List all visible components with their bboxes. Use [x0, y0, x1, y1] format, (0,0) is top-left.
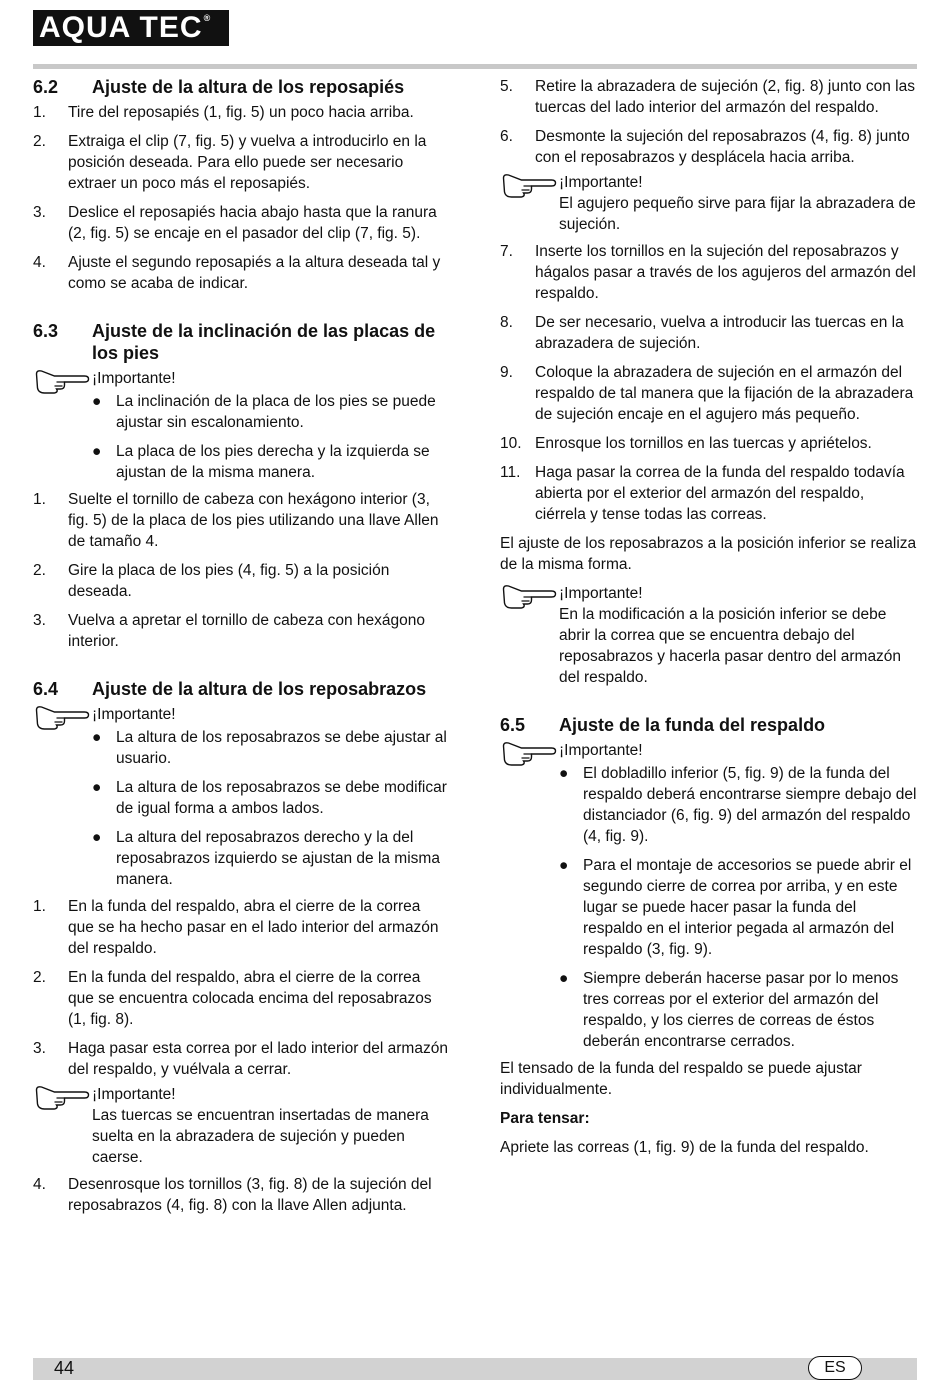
note-heading: ¡Importante! [92, 1086, 176, 1103]
list-item: 9. Coloque la abrazadera de sujeción en el armazón del respaldo de tal manera que la fijación de la abrazadera de sujeción encaje en el agujero más pequeño. [500, 364, 914, 423]
note-text: El agujero pequeño sirve para fijar la abrazadera de sujeción. [559, 195, 916, 233]
list-item: ● La placa de los pies derecha y la izquierda se ajustan de la misma manera. [92, 443, 430, 481]
section-heading-6-2: 6.2 Ajuste de la altura de los reposapiés [33, 77, 405, 97]
list-item: 4. Ajuste el segundo reposapiés a la altura deseada tal y como se acaba de indicar. [33, 254, 441, 292]
paragraph: El tensado de la funda del respaldo se puede ajustar individualmente. [500, 1060, 862, 1098]
header-divider [33, 64, 917, 69]
list-item: 3. Deslice el reposapiés hacia abajo hasta que la ranura (2, fig. 5) se encaje en el pasador del clip (7, fig. 5). [33, 204, 437, 242]
important-note [500, 583, 918, 688]
right-column [500, 76, 918, 1166]
step-list-6-4 [33, 896, 450, 1080]
list-item: 1. Suelte el tornillo de cabeza con hexágono interior (3, fig. 5) de la placa de los pies utilizando una llave Allen de tamaño 4. [33, 491, 439, 550]
list-item: 10. Enrosque los tornillos en las tuercas y apriételos. [500, 435, 872, 452]
page-number: 44 [54, 1358, 75, 1378]
paragraph: El ajuste de los reposabrazos a la posición inferior se realiza de la misma forma. [500, 535, 917, 573]
important-note [33, 704, 450, 890]
list-item: 5. Retire la abrazadera de sujeción (2, fig. 8) junto con las tuercas del lado interior del armazón del respaldo. [500, 78, 915, 116]
section-heading-6-3: 6.3 Ajuste de la inclinación de las placas de los pies [33, 321, 436, 363]
pointing-hand-icon [500, 583, 559, 611]
list-item: ● La altura del reposabrazos derecho y la del reposabrazos izquierdo se ajustan de la misma manera. [92, 829, 440, 888]
pointing-hand-icon [33, 704, 92, 732]
important-note [33, 368, 450, 483]
note-heading: ¡Importante! [559, 585, 643, 602]
pointing-hand-icon [33, 1084, 92, 1112]
note-heading: ¡Importante! [559, 742, 643, 759]
list-item: 3. Vuelva a apretar el tornillo de cabeza con hexágono interior. [33, 612, 426, 650]
step-list-6-2 [33, 102, 450, 294]
paragraph-label: Para tensar: [500, 1110, 590, 1127]
list-item: 1. En la funda del respaldo, abra el cierre de la correa que se ha hecho pasar en el lado interior del armazón del respaldo. [33, 898, 439, 957]
note-text: En la modificación a la posición inferior se debe abrir la correa que se encuentra debajo del reposabrazos y hacerla pasar dentro del armazón del respaldo. [559, 606, 902, 686]
list-item: ● La altura de los reposabrazos se debe ajustar al usuario. [92, 729, 447, 767]
important-note [500, 172, 918, 235]
note-heading: ¡Importante! [92, 370, 176, 387]
section-heading-6-4: 6.4 Ajuste de la altura de los reposabrazos [33, 679, 427, 699]
list-item: 1. Tire del reposapiés (1, fig. 5) un poco hacia arriba. [33, 104, 414, 121]
important-note [33, 1084, 450, 1168]
list-item: 2. Gire la placa de los pies (4, fig. 5) a la posición deseada. [33, 562, 390, 600]
important-note [500, 740, 918, 1052]
list-item: 2. Extraiga el clip (7, fig. 5) y vuelva a introducirlo en la posición deseada. Para ello puede ser necesario extraer un poco más el reposapiés. [33, 133, 427, 192]
pointing-hand-icon [500, 172, 559, 200]
step-list-6-3 [33, 489, 450, 652]
language-badge: ES [808, 1356, 862, 1380]
list-item: ● El dobladillo inferior (5, fig. 9) de la funda del respaldo deberá encontrarse siempre debajo del distanciador (6, fig. 9) del armazón del respaldo (4, fig. 9). [559, 765, 917, 845]
list-item: ● La altura de los reposabrazos se debe modificar de igual forma a ambos lados. [92, 779, 447, 817]
list-item: 2. En la funda del respaldo, abra el cierre de la correa que se encuentra colocada encima del reposabrazos (1, fig. 8). [33, 969, 432, 1028]
list-item: 8. De ser necesario, vuelva a introducir las tuercas en la abrazadera de sujeción. [500, 314, 904, 352]
list-item: ● La inclinación de la placa de los pies se puede ajustar sin escalonamiento. [92, 393, 436, 431]
note-heading: ¡Importante! [92, 706, 176, 723]
note-heading: ¡Importante! [559, 174, 643, 191]
paragraph: Apriete las correas (1, fig. 9) de la funda del respaldo. [500, 1139, 869, 1156]
step-list-continued-2 [500, 241, 918, 525]
list-item: 7. Inserte los tornillos en la sujeción del reposabrazos y hágalos pasar a través de los agujeros del armazón del respaldo. [500, 243, 916, 302]
list-item: 3. Haga pasar esta correa por el lado interior del armazón del respaldo, y vuélvala a cerrar. [33, 1040, 448, 1078]
footer-bar [33, 1358, 917, 1380]
list-item: 6. Desmonte la sujeción del reposabrazos (4, fig. 8) junto con el reposabrazos y desplácela hacia arriba. [500, 128, 910, 166]
brand-logo: AQUA TEC® [33, 10, 229, 46]
step-list-continued [500, 76, 918, 168]
pointing-hand-icon [33, 368, 92, 396]
list-item: 11. Haga pasar la correa de la funda del respaldo todavía abierta por el exterior del armazón del respaldo, ciérrela y tense todas las correas. [500, 464, 905, 523]
pointing-hand-icon [500, 740, 559, 768]
section-heading-6-5: 6.5 Ajuste de la funda del respaldo [500, 715, 826, 735]
note-text: Las tuercas se encuentran insertadas de manera suelta en la abrazadera de sujeción y pueden caerse. [92, 1107, 429, 1166]
list-item: ● Para el montaje de accesorios se puede abrir el segundo cierre de correa por arriba, y en este lugar se puede hacer pasar la funda del respaldo en el interior pegada al armazón del respaldo (3, fig. 9). [559, 857, 912, 958]
list-item: 4. Desenrosque los tornillos (3, fig. 8) de la sujeción del reposabrazos (4, fig. 8) con la llave Allen adjunta. [33, 1176, 432, 1214]
list-item: ● Siempre deberán hacerse pasar por lo menos tres correas por el exterior del armazón del respaldo, y los cierres de correas de éstos deberán encontrarse cerrados. [559, 970, 899, 1050]
left-column [33, 76, 450, 1224]
